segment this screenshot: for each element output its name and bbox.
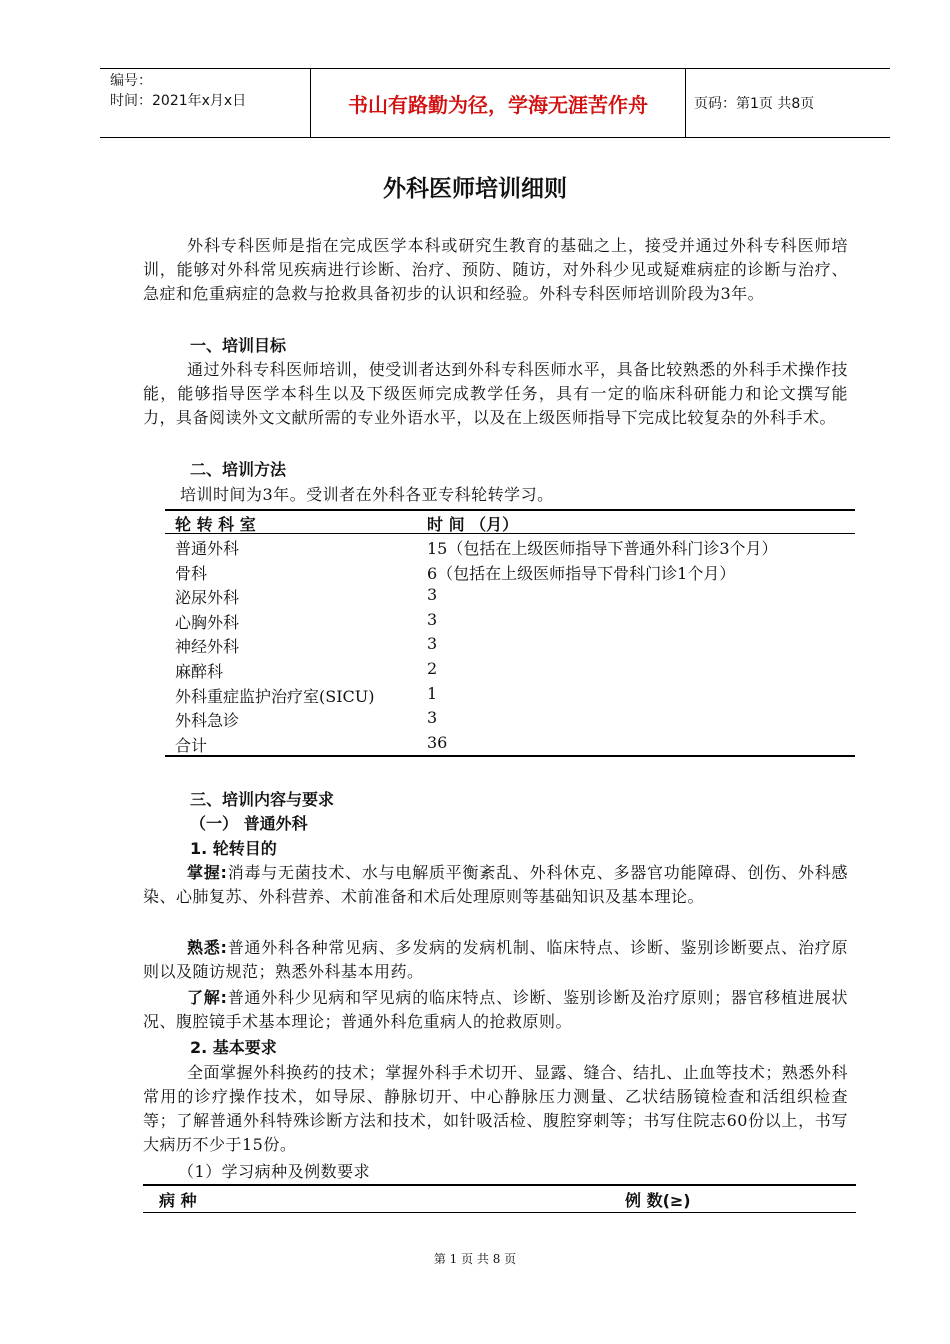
time-cell: 2 [427, 658, 438, 678]
rotation-table [165, 509, 855, 757]
table-row [165, 706, 855, 731]
know-text: 普通外科少见病和罕见病的临床特点、诊断、鉴别诊断及治疗原则；器官移植进展状况、腹腔镜手术基本理论；普通外科危重病人的抢救原则。 [143, 988, 848, 1031]
know-label: 了解: [187, 988, 228, 1007]
table-row [165, 608, 855, 633]
time-cell: 15（包括在上级医师指导下普通外科门诊3个月） [427, 539, 778, 558]
dept-cell: 泌尿外科 [175, 588, 240, 608]
master-text: 消毒与无菌技术、水与电解质平衡紊乱、外科休克、多器官功能障碍、创伤、外科感染、心肺复苏、外科营养、术前准备和术后处理原则等基础知识及基本理论。 [143, 863, 848, 906]
time-cell: 3 [427, 708, 438, 728]
header-number: 编号： [110, 73, 152, 89]
header-page-info: 页码：第1页 共8页 [694, 96, 815, 112]
table-col-time: 时 间 （月） [427, 515, 519, 534]
basic-paragraph: 全面掌握外科换药的技术；掌握外科手术切开、显露、缝合、结扎、止血等技术；熟悉外科常用的诊疗操作技术，如导尿、静脉切开、中心静脉压力测量、乙状结肠镜检查和活组织检查等；了解普通外科特殊诊断方法和技术，如针吸活检、腹腔穿刺等；书写住院志60份以上，书写大病历不少于15份。 [143, 1063, 848, 1154]
table2-col-disease: 病 种 [159, 1191, 197, 1210]
section1-paragraph: 通过外科专科医师培训，使受训者达到外科专科医师水平，具备比较熟悉的外科手术操作技能，能够指导医学本科生以及下级医师完成教学任务，具有一定的临床科研能力和论文撰写能力，具备阅读外文文献所需的专业外语水平，以及在上级医师指导下完成比较复杂的外科手术。 [143, 360, 848, 427]
time-cell: 36 [427, 732, 448, 752]
dept-cell: 外科重症监护治疗室(SICU) [175, 686, 375, 706]
section1-heading: 一、培训目标 [190, 336, 287, 355]
table-row [165, 559, 855, 584]
section2-paragraph: 培训时间为3年。受训者在外科各亚专科轮转学习。 [180, 485, 554, 504]
section2-heading: 二、培训方法 [190, 460, 287, 479]
table-header [165, 511, 855, 534]
dept-cell: 神经外科 [175, 637, 240, 657]
header-motto: 书山有路勤为径，学海无涯苦作舟 [311, 69, 686, 137]
section3-heading: 三、培训内容与要求 [190, 790, 335, 809]
familiar-paragraph [143, 936, 848, 984]
dept-cell: 心胸外科 [175, 612, 240, 632]
dept-cell: 骨科 [175, 563, 208, 583]
time-cell: 3 [427, 634, 438, 654]
intro-paragraph: 外科专科医师是指在完成医学本科或研究生教育的基础之上，接受并通过外科专科医师培训，能够对外科常见疾病进行诊断、治疗、预防、随访，对外科少见或疑难病症的诊断与治疗、急症和危重病症的急救与抢救具备初步的认识和经验。外科专科医师培训阶段为3年。 [143, 236, 848, 303]
dept-cell: 麻醉科 [175, 661, 224, 681]
table-row [165, 731, 855, 756]
document-title: 外科医师培训细则 [383, 176, 567, 202]
page-footer: 第 1 页 共 8 页 [433, 1252, 517, 1266]
table-row [165, 657, 855, 682]
time-cell: 3 [427, 609, 438, 629]
table-row [165, 632, 855, 657]
master-paragraph [143, 861, 848, 909]
dept-cell: 合计 [175, 735, 208, 755]
time-cell: 1 [427, 683, 438, 703]
master-label: 掌握: [187, 863, 228, 882]
item1-heading: 1. 轮转目的 [190, 839, 277, 858]
disease-table-header [143, 1184, 856, 1213]
sub-item-heading: （1）学习病种及例数要求 [178, 1162, 371, 1181]
table-row [165, 534, 855, 559]
table2-col-count: 例 数(≥) [625, 1191, 691, 1210]
familiar-text: 普通外科各种常见病、多发病的发病机制、临床特点、诊断、鉴别诊断要点、治疗原则以及随访规范；熟悉外科基本用药。 [143, 938, 848, 981]
header-meta [100, 69, 311, 137]
section3-subheading: （一） 普通外科 [190, 814, 308, 833]
time-cell: 3 [427, 585, 438, 605]
page-header [100, 68, 890, 138]
dept-cell: 外科急诊 [175, 711, 240, 731]
table-row [165, 682, 855, 707]
time-cell: 6（包括在上级医师指导下骨科门诊1个月） [427, 563, 736, 583]
dept-cell: 普通外科 [175, 539, 240, 558]
table-col-dept: 轮 转 科 室 [175, 515, 256, 534]
header-time: 时间：2021年x月x日 [110, 93, 247, 109]
table-row [165, 583, 855, 608]
familiar-label: 熟悉: [187, 938, 228, 957]
know-paragraph [143, 986, 848, 1034]
item2-heading: 2. 基本要求 [190, 1038, 277, 1057]
